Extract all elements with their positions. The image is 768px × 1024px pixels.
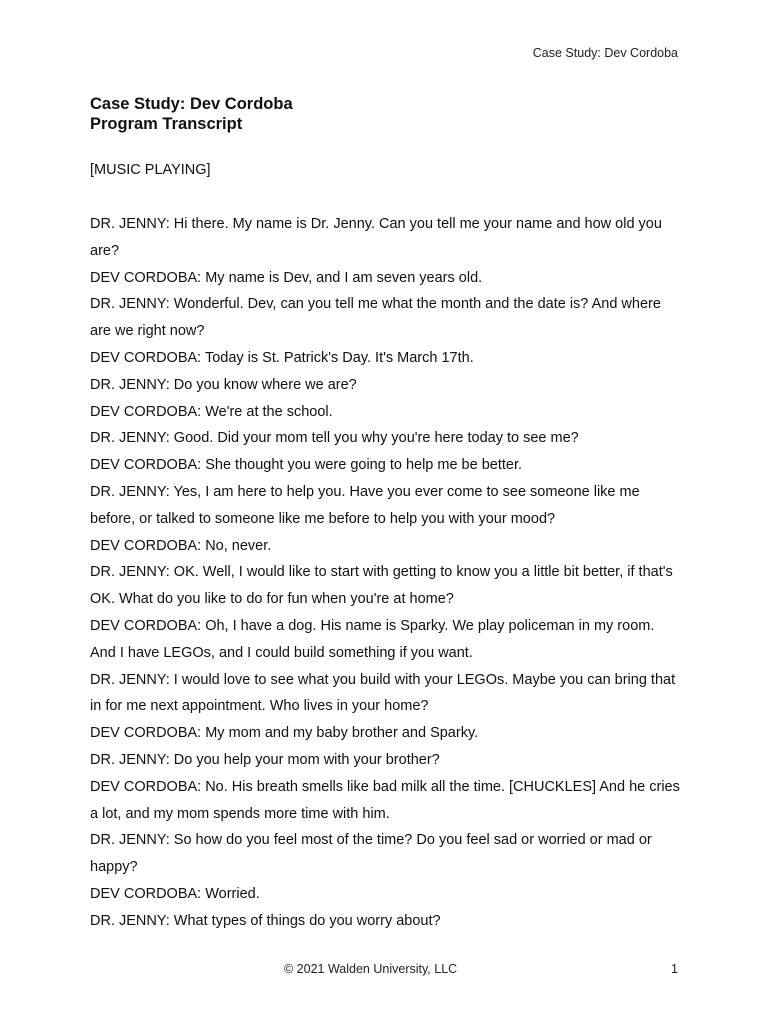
transcript-body — [90, 211, 680, 935]
transcript-line: DR. JENNY: Wonderful. Dev, can you tell me what the month and the date is? And where are we right now? — [90, 296, 661, 340]
transcript-line: DEV CORDOBA: Oh, I have a dog. His name is Sparky. We play policeman in my room. And I have LEGOs, and I could build something if you want. — [90, 617, 655, 661]
copyright-notice: © 2021 Walden University, LLC — [284, 962, 458, 976]
transcript-line: DEV CORDOBA: We're at the school. — [90, 403, 333, 420]
document-title-line-1: Case Study: Dev Cordoba — [90, 95, 293, 113]
transcript-line: DR. JENNY: Hi there. My name is Dr. Jenny. Can you tell me your name and how old you are? — [90, 216, 662, 259]
transcript-line: DR. JENNY: Good. Did your mom tell you why you're here today to see me? — [90, 430, 579, 447]
stage-direction: [MUSIC PLAYING] — [90, 162, 211, 178]
transcript-line: DEV CORDOBA: She thought you were going to help me be better. — [90, 457, 523, 474]
transcript-line: DR. JENNY: OK. Well, I would like to start with getting to know you a little bit better, if that's OK. What do you like to do for fun when you're at home? — [90, 564, 673, 608]
transcript-line: DR. JENNY: What types of things do you worry about? — [90, 912, 441, 929]
transcript-line: DR. JENNY: Do you know where we are? — [90, 376, 357, 393]
transcript-line: DEV CORDOBA: Worried. — [90, 885, 260, 902]
transcript-line: DEV CORDOBA: My name is Dev, and I am seven years old. — [90, 269, 483, 286]
transcript-line: DEV CORDOBA: No. His breath smells like bad milk all the time. [CHUCKLES] And he cries a lot, and my mom spends more time with him. — [90, 778, 680, 822]
document-title-line-2: Program Transcript — [90, 115, 243, 133]
transcript-line: DEV CORDOBA: Today is St. Patrick's Day. It's March 17th. — [90, 349, 474, 366]
page-number: 1 — [671, 962, 678, 976]
document-title — [90, 94, 293, 134]
transcript-line: DR. JENNY: Do you help your mom with your brother? — [90, 751, 440, 768]
running-header: Case Study: Dev Cordoba — [532, 46, 678, 60]
transcript-line: DR. JENNY: I would love to see what you build with your LEGOs. Maybe you can bring that in for me next appointment. Who lives in your home? — [90, 671, 676, 715]
transcript-line: DR. JENNY: Yes, I am here to help you. Have you ever come to see someone like me before, or talked to someone like me before to help you with your mood? — [90, 483, 640, 527]
transcript-line: DEV CORDOBA: No, never. — [90, 537, 272, 554]
transcript-line: DEV CORDOBA: My mom and my baby brother and Sparky. — [90, 725, 479, 742]
transcript-line: DR. JENNY: So how do you feel most of the time? Do you feel sad or worried or mad or happy? — [90, 832, 652, 876]
